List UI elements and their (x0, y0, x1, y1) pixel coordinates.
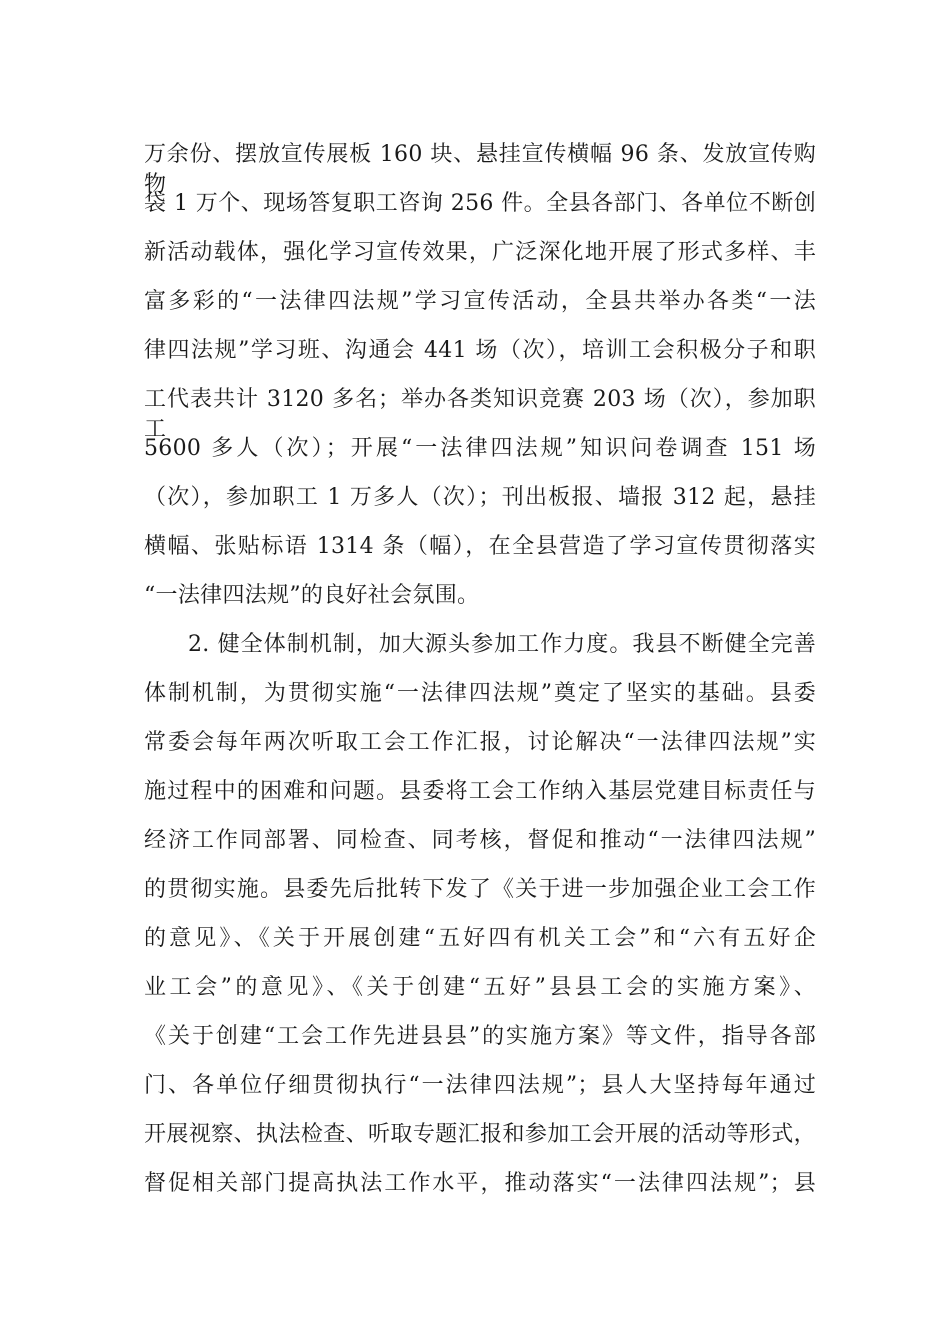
text-line: 业工会”的意见》、《关于创建“五好”县县工会的实施方案》、 (144, 975, 816, 1000)
text-line: 富多彩的“一法律四法规”学习宣传活动，全县共举办各类“一法 (144, 289, 816, 314)
text-line: “一法律四法规”的良好社会氛围。 (144, 583, 480, 608)
text-line: 万余份、摆放宣传展板 160 块、悬挂宣传横幅 96 条、发放宣传购物 (144, 142, 816, 197)
text-line: 工代表共计 3120 多名；举办各类知识竞赛 203 场（次），参加职工 (144, 387, 816, 442)
text-line: 横幅、张贴标语 1314 条（幅），在全县营造了学习宣传贯彻落实 (144, 534, 816, 559)
text-line: 经济工作同部署、同检查、同考核，督促和推动“一法律四法规” (144, 828, 816, 853)
paragraph-heading-line: 2. 健全体制机制，加大源头参加工作力度。我县不断健全完善 (188, 632, 816, 657)
text-line: 督促相关部门提高执法工作水平，推动落实“一法律四法规”；县 (144, 1171, 816, 1196)
text-line: 常委会每年两次听取工会工作汇报，讨论解决“一法律四法规”实 (144, 730, 816, 755)
text-line: 的贯彻实施。县委先后批转下发了《关于进一步加强企业工会工作 (144, 877, 816, 902)
text-line: 的意见》、《关于开展创建“五好四有机关工会”和“六有五好企 (144, 926, 816, 951)
text-line: 开展视察、执法检查、听取专题汇报和参加工会开展的活动等形式， (144, 1122, 816, 1147)
text-line: （次），参加职工 1 万多人（次）；刊出板报、墙报 312 起，悬挂 (144, 485, 816, 510)
text-line: 袋 1 万个、现场答复职工咨询 256 件。全县各部门、各单位不断创 (144, 191, 816, 216)
text-line: 《关于创建“工会工作先进县县”的实施方案》等文件，指导各部 (144, 1024, 816, 1049)
text-line: 新活动载体，强化学习宣传效果，广泛深化地开展了形式多样、丰 (144, 240, 816, 265)
text-line: 施过程中的困难和问题。县委将工会工作纳入基层党建目标责任与 (144, 779, 816, 804)
text-line: 体制机制，为贯彻实施“一法律四法规”奠定了坚实的基础。县委 (144, 681, 816, 706)
text-line: 5600 多人（次）；开展“一法律四法规”知识问卷调查 151 场 (144, 436, 816, 461)
text-line: 门、各单位仔细贯彻执行“一法律四法规”；县人大坚持每年通过 (144, 1073, 816, 1098)
text-line: 律四法规”学习班、沟通会 441 场（次），培训工会积极分子和职 (144, 338, 816, 363)
